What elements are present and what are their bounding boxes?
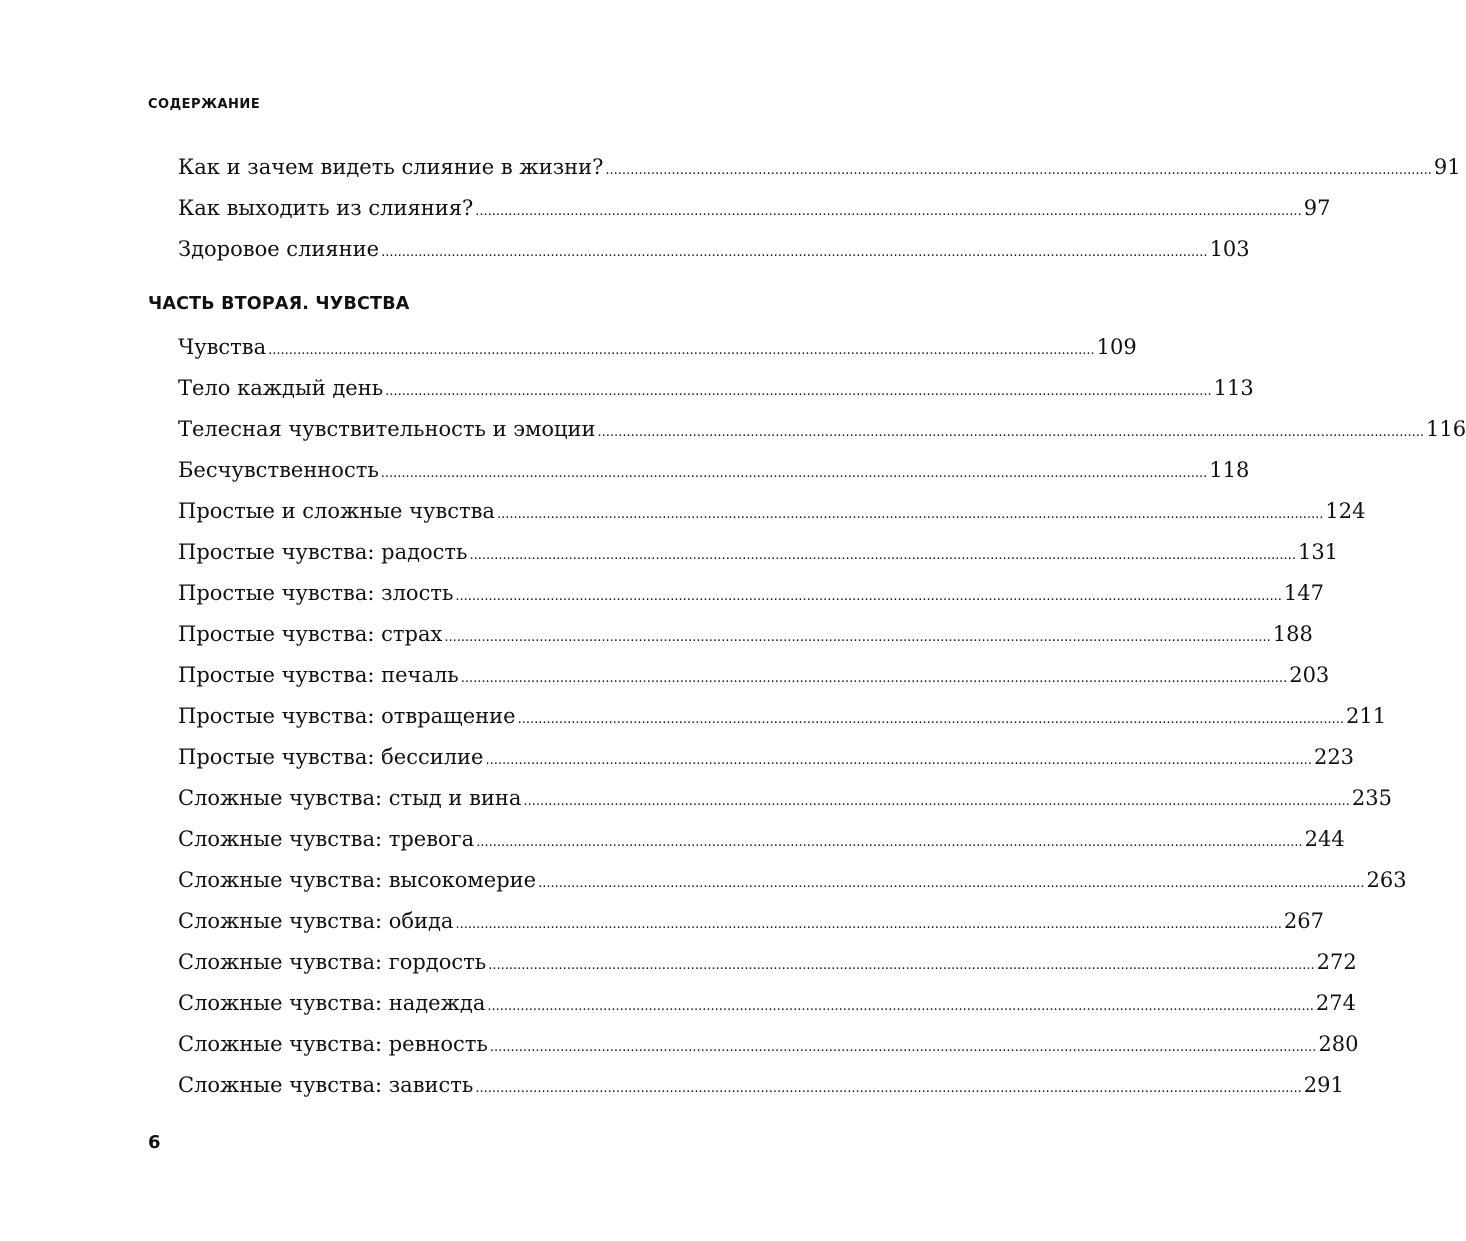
toc-entry-page: 235: [1351, 786, 1392, 810]
dot-leader: ........................................................................................................................................................................................................: [455, 917, 1282, 932]
toc-entry-page: 203: [1289, 663, 1330, 687]
dot-leader: ........................................................................................................................................................................................................: [485, 753, 1312, 768]
section-heading: ЧАСТЬ ВТОРАЯ. ЧУВСТВА: [148, 294, 410, 314]
toc-entry-title: Чувства: [178, 335, 267, 359]
dot-leader: ........................................................................................................................................................................................................: [460, 671, 1288, 686]
dot-leader: ........................................................................................................................................................................................................: [523, 794, 1350, 809]
dot-leader: ........................................................................................................................................................................................................: [380, 466, 1208, 481]
toc-entry-page: 124: [1325, 499, 1366, 523]
toc-entry-title: Сложные чувства: высокомерие: [178, 868, 537, 892]
dot-leader: ........................................................................................................................................................................................................: [469, 548, 1296, 563]
toc-entry-title: Здоровое слияние: [178, 237, 380, 261]
toc-entry-title: Бесчувственность: [178, 458, 379, 482]
toc-entry: [178, 660, 1330, 690]
dot-leader: ........................................................................................................................................................................................................: [496, 507, 1324, 522]
toc-entry-title: Как и зачем видеть слияние в жизни?: [178, 155, 604, 179]
toc-entry-page: 274: [1315, 991, 1356, 1015]
running-head: СОДЕРЖАНИЕ: [148, 97, 261, 112]
toc-entry-page: 131: [1297, 540, 1339, 564]
toc-entry: [178, 373, 1254, 403]
toc-entry: [178, 988, 1356, 1018]
toc-entry: [178, 742, 1355, 772]
toc-entry-page: 97: [1303, 196, 1331, 220]
toc-entry-page: 244: [1304, 827, 1345, 851]
toc-entry-title: Простые чувства: бессилие: [178, 745, 484, 769]
toc-entry: [178, 193, 1331, 223]
toc-entry-title: Простые чувства: отвращение: [178, 704, 516, 728]
dot-leader: ........................................................................................................................................................................................................: [605, 163, 1432, 178]
toc-entry: [178, 1029, 1359, 1059]
toc-entry: [178, 234, 1250, 264]
toc-entry: [178, 1070, 1344, 1100]
dot-leader: ........................................................................................................................................................................................................: [475, 1081, 1302, 1096]
toc-entry: [178, 332, 1137, 362]
dot-leader: ........................................................................................................................................................................................................: [538, 876, 1365, 891]
toc-entry-page: 267: [1283, 909, 1325, 933]
dot-leader: ........................................................................................................................................................................................................: [487, 999, 1314, 1014]
toc-entry-title: Телесная чувствительность и эмоции: [178, 417, 596, 441]
toc-entry: [178, 455, 1250, 485]
toc-entry-page: 113: [1213, 376, 1254, 400]
toc-entry: [178, 824, 1345, 854]
toc-entry-title: Тело каждый день: [178, 376, 384, 400]
toc-entry-page: 109: [1096, 335, 1137, 359]
toc-entry: [178, 414, 1466, 444]
toc-entry-page: 280: [1318, 1032, 1359, 1056]
toc-entry: [178, 619, 1313, 649]
toc-entry-title: Простые чувства: злость: [178, 581, 454, 605]
toc-entry-page: 188: [1272, 622, 1313, 646]
toc-entry: [178, 701, 1387, 731]
toc-entry: [178, 152, 1461, 182]
toc-entry-page: 223: [1313, 745, 1355, 769]
toc-entry-title: Простые и сложные чувства: [178, 499, 495, 523]
toc-entry: [178, 496, 1366, 526]
toc-entry-page: 272: [1316, 950, 1357, 974]
toc-entry-page: 116: [1426, 417, 1466, 441]
toc-entry-page: 263: [1366, 868, 1407, 892]
toc-entry-title: Простые чувства: страх: [178, 622, 443, 646]
dot-leader: ........................................................................................................................................................................................................: [475, 204, 1302, 219]
dot-leader: ........................................................................................................................................................................................................: [268, 343, 1095, 358]
dot-leader: ........................................................................................................................................................................................................: [385, 384, 1212, 399]
dot-leader: ........................................................................................................................................................................................................: [488, 958, 1315, 973]
dot-leader: ........................................................................................................................................................................................................: [476, 835, 1303, 850]
toc-entry-title: Простые чувства: радость: [178, 540, 468, 564]
toc-entry-page: 147: [1283, 581, 1324, 605]
toc-entry-title: Сложные чувства: обида: [178, 909, 454, 933]
dot-leader: ........................................................................................................................................................................................................: [517, 712, 1345, 727]
toc-entry-title: Сложные чувства: гордость: [178, 950, 487, 974]
toc-entry-page: 291: [1303, 1073, 1344, 1097]
toc-entry: [178, 578, 1324, 608]
dot-leader: ........................................................................................................................................................................................................: [597, 425, 1424, 440]
dot-leader: ........................................................................................................................................................................................................: [444, 630, 1271, 645]
dot-leader: ........................................................................................................................................................................................................: [381, 245, 1208, 260]
toc-entry: [178, 537, 1339, 567]
toc-entry: [178, 947, 1357, 977]
toc-entry-title: Простые чувства: печаль: [178, 663, 459, 687]
dot-leader: ........................................................................................................................................................................................................: [455, 589, 1282, 604]
toc-entry-page: 103: [1209, 237, 1250, 261]
toc-entry-title: Сложные чувства: надежда: [178, 991, 486, 1015]
toc-entry-title: Как выходить из слияния?: [178, 196, 474, 220]
dot-leader: ........................................................................................................................................................................................................: [489, 1040, 1317, 1055]
toc-entry: [178, 783, 1392, 813]
toc-entry-title: Сложные чувства: зависть: [178, 1073, 474, 1097]
toc-entry: [178, 865, 1407, 895]
toc-entry-title: Сложные чувства: стыд и вина: [178, 786, 522, 810]
toc-entry-title: Сложные чувства: ревность: [178, 1032, 488, 1056]
toc-entry-page: 211: [1346, 704, 1387, 728]
toc-entry-title: Сложные чувства: тревога: [178, 827, 475, 851]
toc-entry-page: 118: [1209, 458, 1250, 482]
page-number: 6: [148, 1132, 161, 1153]
toc-entry: [178, 906, 1325, 936]
toc-entry-page: 91: [1433, 155, 1461, 179]
